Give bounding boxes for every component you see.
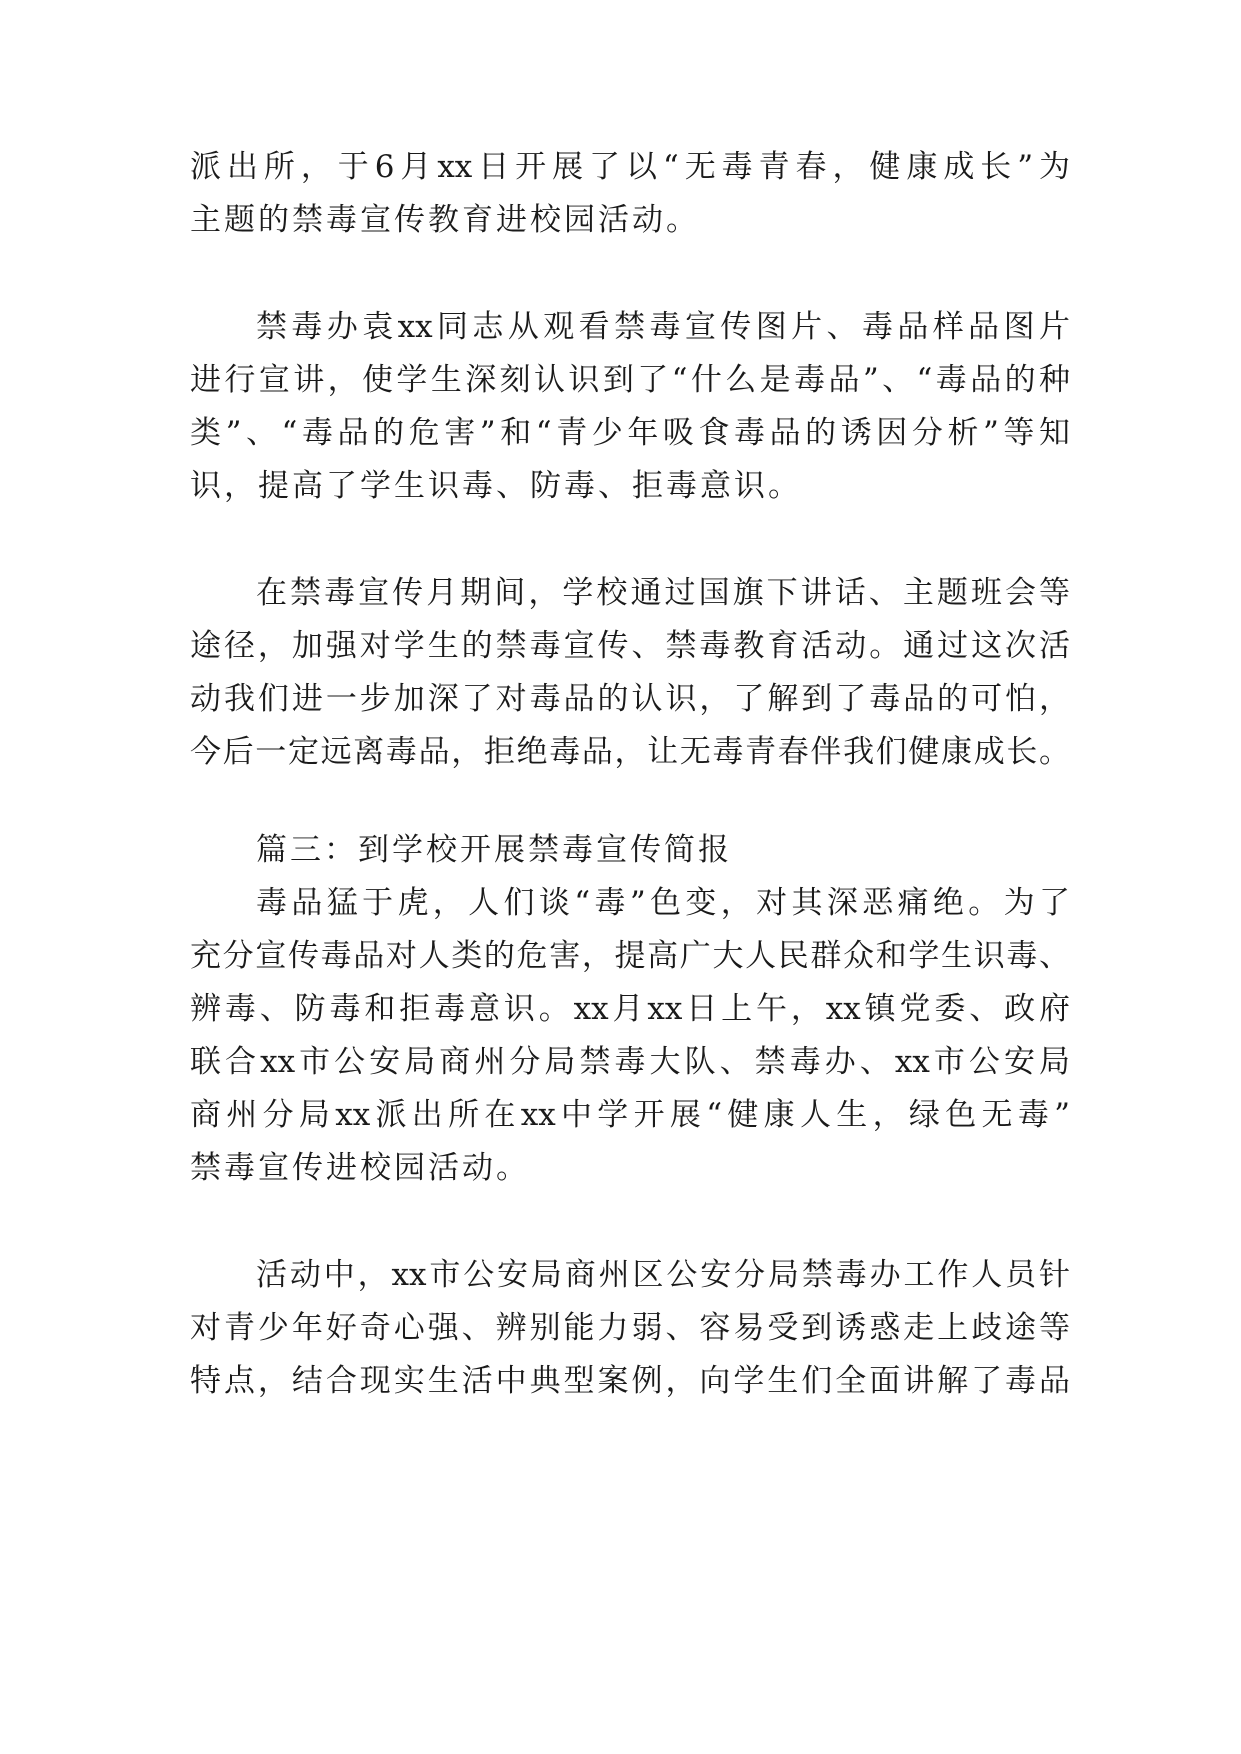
- text-line: 特点，结合现实生活中典型案例，向学生们全面讲解了毒品: [190, 1363, 1070, 1399]
- text-line: 动我们进一步加深了对毒品的认识，了解到了毒品的可怕，: [190, 681, 1070, 717]
- text-line: 联合xx市公安局商州分局禁毒大队、禁毒办、xx市公安局: [190, 1044, 1070, 1080]
- text-line: 派出所，于6月xx日开展了以“无毒青春，健康成长”为: [190, 149, 1070, 185]
- text-line: 毒品猛于虎，人们谈“毒”色变，对其深恶痛绝。为了: [256, 885, 1070, 921]
- text-line: 今后一定远离毒品，拒绝毒品，让无毒青春伴我们健康成长。: [190, 734, 1070, 770]
- text-line: 辨毒、防毒和拒毒意识。xx月xx日上午，xx镇党委、政府: [190, 991, 1070, 1027]
- text-line: 主题的禁毒宣传教育进校园活动。: [190, 202, 700, 238]
- text-line: 在禁毒宣传月期间，学校通过国旗下讲话、主题班会等: [256, 575, 1070, 611]
- text-line: 类”、“毒品的危害”和“青少年吸食毒品的诱因分析”等知: [190, 415, 1070, 451]
- text-line: 商州分局xx派出所在xx中学开展“健康人生，绿色无毒”: [190, 1097, 1070, 1133]
- text-line: 充分宣传毒品对人类的危害，提高广大人民群众和学生识毒、: [190, 938, 1070, 974]
- text-line: 禁毒办袁xx同志从观看禁毒宣传图片、毒品样品图片: [256, 309, 1070, 345]
- text-line: 进行宣讲，使学生深刻认识到了“什么是毒品”、“毒品的种: [190, 362, 1070, 398]
- text-line: 禁毒宣传进校园活动。: [190, 1150, 530, 1186]
- section-heading: 篇三：到学校开展禁毒宣传简报: [256, 832, 732, 868]
- text-line: 识，提高了学生识毒、防毒、拒毒意识。: [190, 468, 802, 504]
- text-line: 途径，加强对学生的禁毒宣传、禁毒教育活动。通过这次活: [190, 628, 1070, 664]
- text-line: 活动中，xx市公安局商州区公安分局禁毒办工作人员针: [256, 1257, 1070, 1293]
- text-line: 对青少年好奇心强、辨别能力弱、容易受到诱惑走上歧途等: [190, 1310, 1070, 1346]
